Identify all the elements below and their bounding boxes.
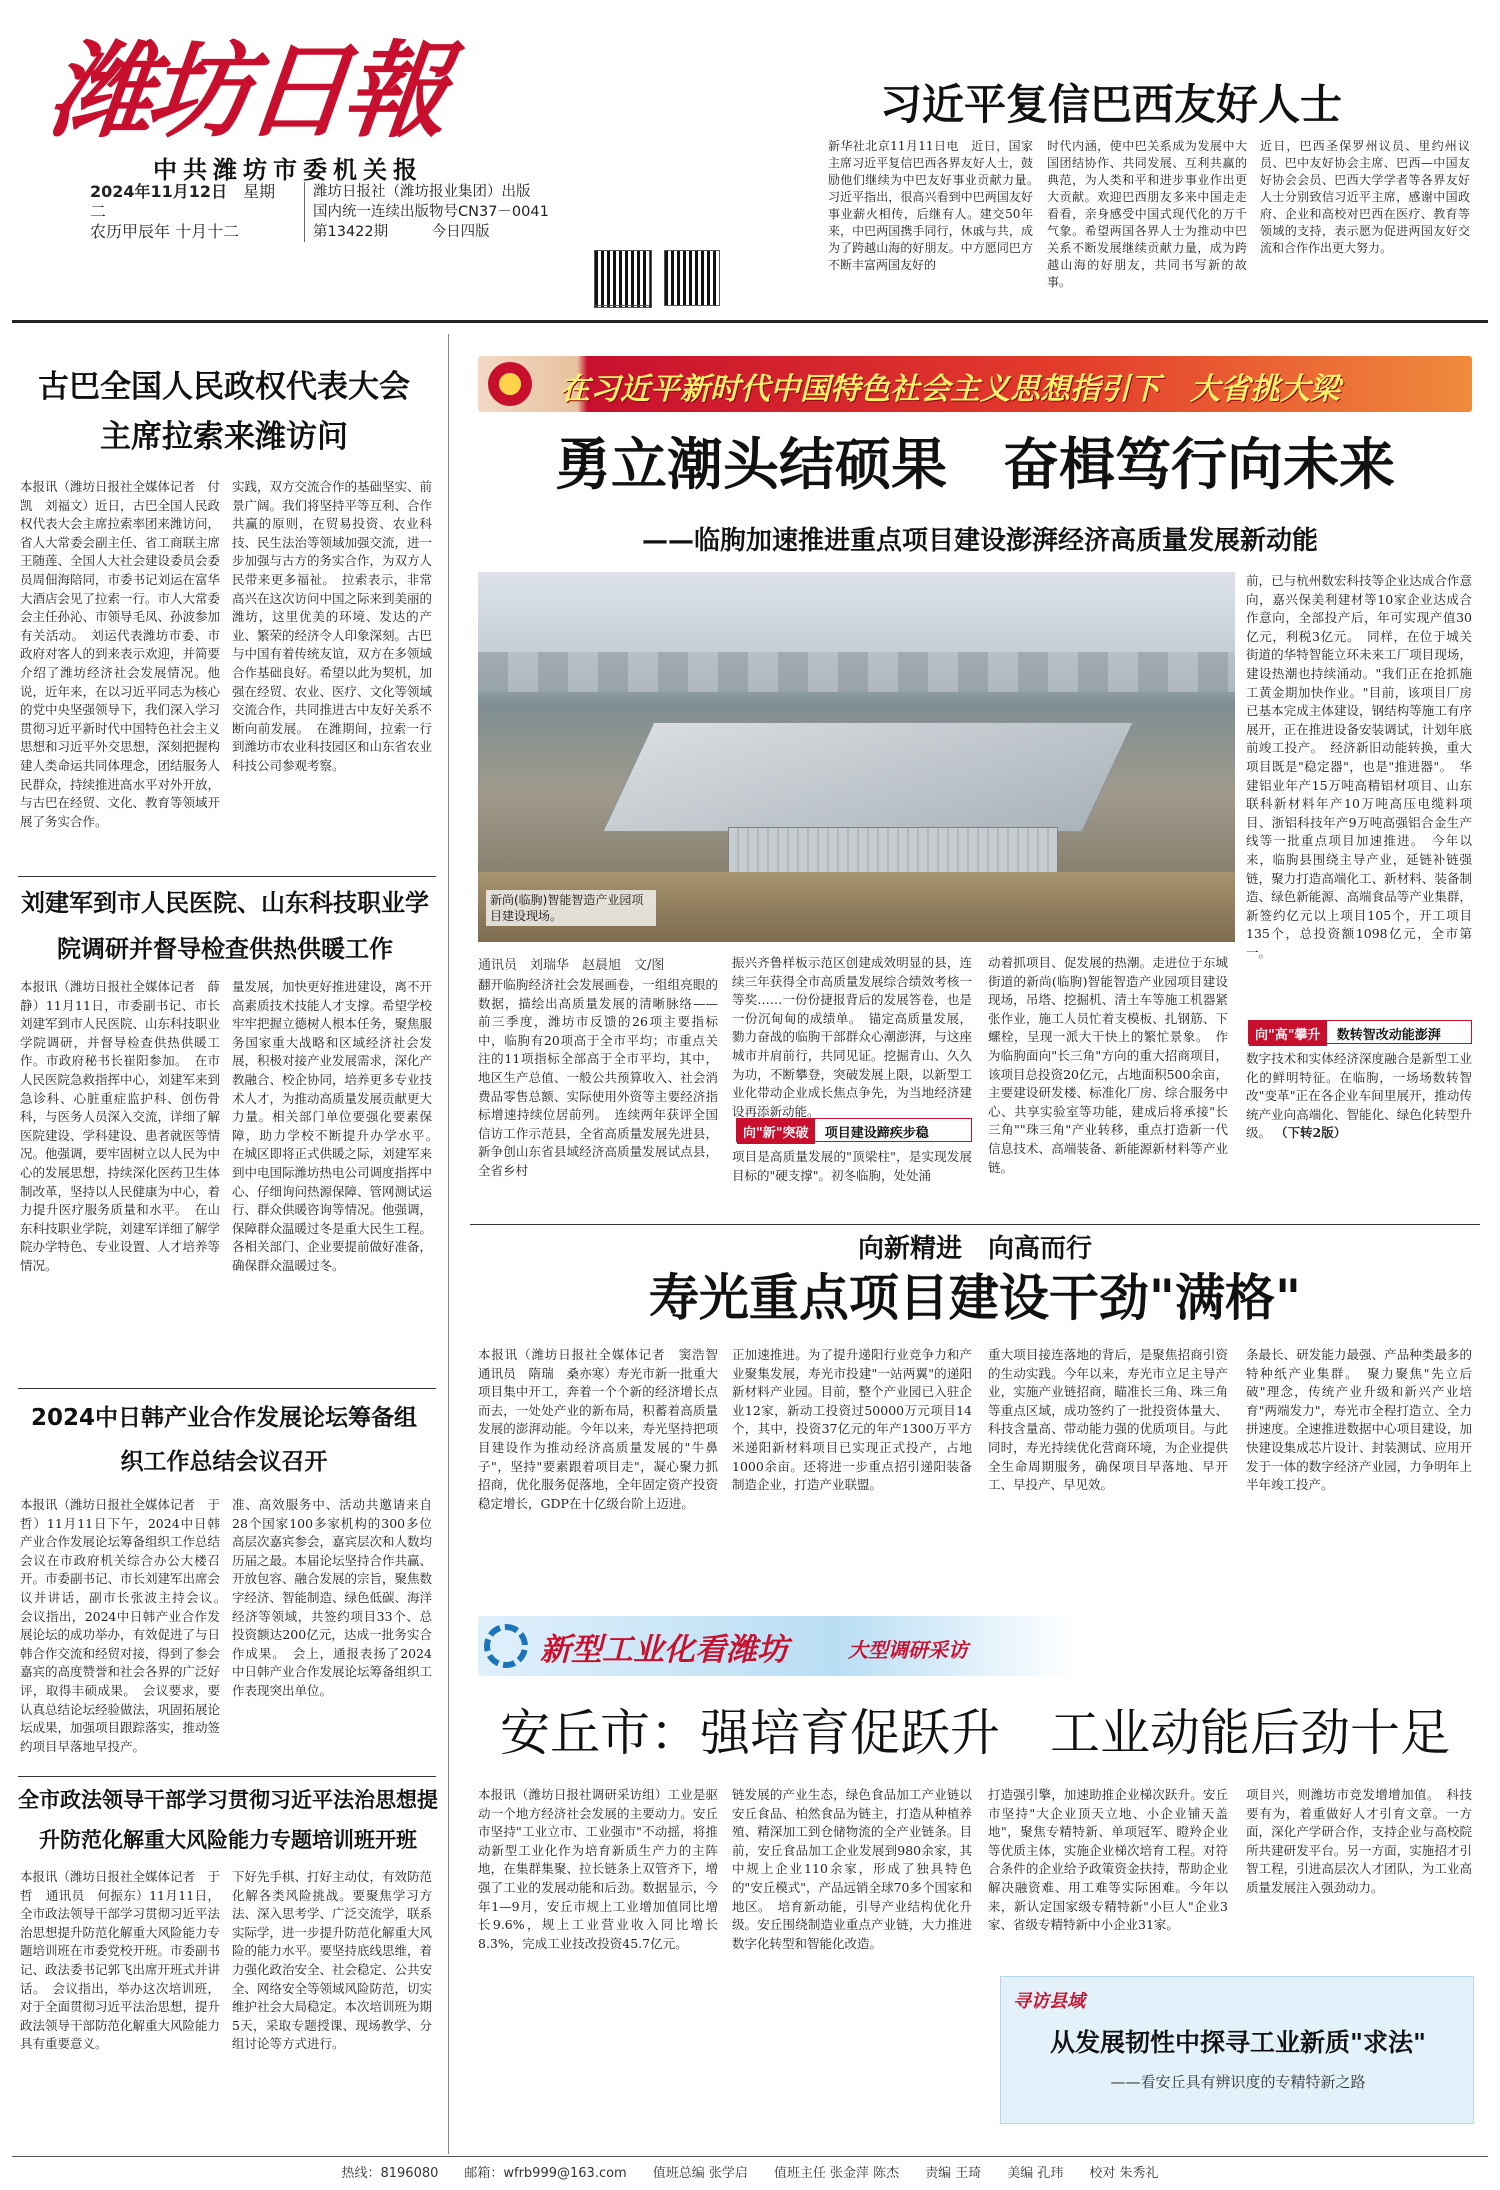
masthead-divider [12, 320, 1488, 323]
left4-body-b: 下好先手棋、打好主动仗，有效防范化解各类风险挑战。要聚焦学习方法、深入思考学、广泛交流学，联系实际学，进一步提升防范化解重大风险的能力水平。要坚持底线思维，着力强化政治安全、社会稳定、公共安全、网络安全等领域风险防范，切实维护社会大局稳定。本次培训班为期5天，采取专题授课、现场教学、分组讨论等方式进行。 [232, 1869, 433, 2052]
construction-photo[interactable] [478, 572, 1235, 940]
box-kicker: 寻访县域 [1013, 1991, 1085, 2012]
feature-headline[interactable]: 安丘市：强培育促跃升 工业动能后劲十足 [500, 1704, 1450, 1762]
left-divider-2 [18, 1388, 436, 1389]
main-body-col6: 数字技术和实体经济深度融合是新型工业化的鲜明特征。在临朐，一场场数转智改"变革"正在各企业车间里展开，推动传统产业向高端化、智能化、绿色化转型升级。 （下转2版） [1246, 1051, 1472, 1141]
weekday: 星期二 [90, 182, 276, 221]
mid-body-col1: 本报讯（潍坊日报社全媒体记者 窦浩智 通讯员 隋瑞 桑亦寒）寿光市新一批重大项目集中开工，奔着一个个新的经济增长点而去，一处处产业的新布局，积蓄着高质量发展的澎湃动能。今年以来，寿光坚持把项目建设作为推动经济高质量发展的"牛鼻子"，坚持"要素跟着项目走"，凝心聚力抓招商，优化服务促落地，全年固定资产投资稳定增长，GDP在十亿级台阶上迈进。 [478, 1347, 731, 1511]
left3-headline[interactable]: 2024中日韩产业合作发展论坛筹备组织工作总结会议召开 [30, 1405, 417, 1475]
photo-factory-roof [602, 722, 1133, 832]
left1-headline[interactable]: 古巴全国人民政权代表大会主席拉索来潍访问 [38, 369, 410, 455]
left-divider-1 [18, 876, 436, 877]
lead-headline[interactable]: 习近平复信巴西友好人士 [880, 80, 1343, 129]
main-body-col1: 翻开临朐经济社会发展画卷，一组组亮眼的数据，描绘出高质量发展的清晰脉络—— 前三季度，潍坊市反馈的26项主要指标中，临朐有20项高于全市平均；市重点关注的11项指标全部高于全市平均，其中，地区生产总值、一般公共预算收入、社会消费品零售总额、实际使用外资等主要经济指标增速持续位居前列。 连续两年获评全国信访工作示范县，全省高质量发展先进县，新争创山东省县域经济高质量发展试点县，全省乡村 [478, 977, 731, 1178]
main-byline: 通讯员 刘瑞华 赵晨旭 文/图 [478, 958, 665, 973]
box-title: 从发展韧性中探寻工业新质"求法" [1049, 2028, 1427, 2057]
masthead-logo [43, 29, 450, 152]
lunar-date: 农历甲辰年 十月十二 [90, 222, 240, 241]
feature-banner [478, 1616, 1078, 1676]
banner-emblem-icon [488, 362, 532, 406]
feature-body-col2: 链发展的产业生态，绿色食品加工产业链以安丘食品、柏然食品为链主，打造从种植养殖、精深加工到仓储物流的全产业链条。目前，安丘食品加工企业发展到980余家，其中规上企业110余家，形成了独具特色的"安丘模式"，产品远销全球70多个国家和地区。 培育新动能，引导产业结构优化升级。安丘围绕制造业重点产业链，大力推进数字化转型和智能化改造。 [732, 1787, 972, 1951]
section-tag-1 [736, 1118, 972, 1142]
photo-sky [478, 572, 1235, 652]
newspaper-name: 潍坊日報 [43, 29, 449, 152]
left4-body-a: 本报讯（潍坊日报社全媒体记者 于哲 通讯员 何振东）11月11日，全市政法领导干部学习贯彻习近平法治思想提升防范化解重大风险能力专题培训班在市委党校开班。市委副书记、政法委书记郭飞出席开班式并讲话。 会议指出，举办这次培训班，对于全面贯彻习近平法治思想，提升政法领导干部防范化解重大风险能力具有重要意义。 [20, 1869, 221, 2052]
main-body-col2: 振兴齐鲁样板示范区创建成效明显的县，连续三年获得全市高质量发展综合绩效考核一等奖……一份份捷报背后的发展答卷，也是一份沉甸甸的成绩单。 锚定高质量发展，勠力奋战的临朐干部群众心潮澎湃，与这座城市并肩前行，共同见证。挖掘青山、久久为功，不断攀登，突破发展上限，以新型工业化带动企业成长焦点争先，为当地经济建设再添新动能。 [732, 955, 972, 1119]
left-divider-3 [18, 1776, 436, 1777]
box-subtitle: ——看安丘具有辨识度的专精特新之路 [1110, 2073, 1366, 2091]
feature-box[interactable] [1000, 1976, 1474, 2124]
page-count: 今日四版 [431, 224, 490, 240]
left2-body-b: 量发展，加快更好推进建设，离不开高素质技术技能人才支撑。希望学校牢牢把握立德树人根本任务，聚焦服务国家重大战略和区域经济社会发展，积极对接产业发展需求，深化产教融合、校企协同，培养更多专业技术人才，为推动高质量发展贡献更大力量。相关部门单位要强化要素保障，助力学校不断提升办学水平。 在城区即将正式供暖之际，刘建军来到中电国际潍坊热电公司调度指挥中心、仔细询问热源保障、管网测试运行、群众供暖咨询等情况。他强调，保障群众温暖过冬是重大民生工程。各相关部门、企业要提前做好准备，确保群众温暖过冬。 [232, 979, 445, 1273]
cn-number: 国内统一连续出版物号CN37－0041 [313, 204, 549, 220]
gear-icon [484, 1624, 528, 1668]
qr-code-2[interactable] [664, 250, 720, 306]
photo-distant-buildings [478, 652, 1235, 692]
lead-column-2: 时代内涵，使中巴关系成为发展中大国团结协作、共同发展、互利共赢的典范，为人类和平和进步事业作出更大贡献。欢迎巴西朋友多来中国走走看看，亲身感受中国式现代化的万千气象。希望两国各界人士为推动中巴关系不断发展继续贡献力量，成为跨越山海的好朋友，共同书写新的故事。 [1047, 139, 1247, 289]
tag1-label: 向"新"突破 [737, 1119, 815, 1144]
tag2-label: 向"高"攀升 [1249, 1021, 1327, 1046]
mid-divider [470, 1224, 1480, 1225]
main-headline[interactable]: 勇立潮头结硕果 奋楫笃行向未来 [555, 432, 1395, 498]
qr-code-1[interactable] [594, 250, 650, 306]
issue-date: 2024年11月12日 [90, 182, 228, 201]
publisher: 潍坊日报社（潍坊报业集团）出版 [313, 184, 531, 200]
main-body-col4: 动着抓项目、促发展的热潮。走进位于东城街道的新尚(临朐)智能智造产业园项目建设现场，吊塔、挖掘机、清土车等施工机器紧张作业，施工人员忙着支模板、扎钢筋、下螺栓，呈现一派大干快上的繁忙景象。 作为临朐面向"长三角"方向的重大招商项目，该项目总投资20亿元，占地面积500余亩，主要建设研发楼、标准化厂房、综合服务中心、共享实验室等功能，建成后将承接"长三角""珠三角"产业转移，重点打造新一代信息技术、高端装备、新能源新材料等产业链。 [988, 955, 1228, 1175]
feature-banner-sub: 大型调研采访 [848, 1638, 968, 1662]
left2-headline[interactable]: 刘建军到市人民医院、山东科技职业学院调研并督导检查供热供暖工作 [21, 889, 429, 963]
feature-body-col1: 本报讯（潍坊日报社调研采访组）工业是驱动一个地方经济社会发展的主要动力。安丘市坚持"工业立市、工业强市"不动摇，将推动新型工业化作为培育新质生产力的主阵地，在集群集聚、拉长链条上双管齐下，增强了工业的发展动能和后劲。数据显示，今年1—9月，安丘市规上工业增加值同比增长9.6%，规上工业营业收入同比增长8.3%，完成工业技改投资45.7亿元。 [478, 1787, 718, 1951]
feature-banner-title: 新型工业化看潍坊 [540, 1632, 788, 1668]
column-rule [448, 334, 449, 2154]
footer-info: 热线：8196080 邮箱：wfrb999@163.com 值班总编 张学启 值班主任 张金萍 陈杰 责编 王琦 美编 孔玮 校对 朱秀礼 [341, 2166, 1159, 2181]
footer-rule [12, 2156, 1488, 2157]
lead-column-3: 近日，巴西圣保罗州议员、里约州议员、巴中友好协会主席、巴西—中国友好协会会员、巴西大学学者等各界友好人士分别致信习近平主席，感谢中国政府、企业和高校对巴西在医疗、教育等领域的支持，表示愿为促进两国友好交流和合作作出更大努力。 [1260, 139, 1470, 255]
banner-text: 在习近平新时代中国特色社会主义思想指引下 大省挑大梁 [560, 372, 1340, 407]
tag2-text: 数转智改动能澎湃 [1336, 1028, 1441, 1043]
photo-caption: 新尚(临朐)智能智造产业园项目建设现场。 [486, 890, 656, 926]
mid-body-col3: 重大项目接连落地的背后，是聚焦招商引资的生动实践。今年以来，寿光市立足主导产业，实施产业链招商，瞄准长三角、珠三角等重点区域，成功签约了一批投资体量大、科技含量高、带动能力强的优质项目。与此同时，寿光持续优化营商环境，为企业提供全生命周期服务，确保项目早落地、早开工、早投产、早见效。 [988, 1347, 1228, 1493]
feature-body-col3: 打造强引擎，加速助推企业梯次跃升。安丘市坚持"大企业顶天立地、小企业铺天盖地"，聚焦专精特新、单项冠军、瞪羚企业等优质主体，实施企业梯次培育工程。对符合条件的企业给予政策资金扶持，帮助企业解决融资难、用工难等实际困难。今年以来，新认定国家级专精特新"小巨人"企业3家、省级专精特新中小企业31家。 [988, 1787, 1228, 1933]
left2-body-a: 本报讯（潍坊日报社全媒体记者 薛静）11月11日，市委副书记、市长刘建军到市人民医院、山东科技职业学院调研，并督导检查供热供暖工作。市政府秘书长崔阳参加。 在市人民医院急救指挥中心，刘建军来到急诊科、心脏重症监护科、创伤骨科，与医务人员深入交流，详细了解医院建设、学科建设、患者就医等情况。他强调，要牢固树立以人民为中心的发展思想，持续深化医药卫生体制改革，坚持以人民健康为中心，着力提升医疗服务质量和水平。 在山东科技职业学院，刘建军详细了解学院办学特色、专业设置、人才培养等情况。 [20, 979, 221, 1273]
left4-headline[interactable]: 全市政法领导干部学习贯彻习近平法治思想提升防范化解重大风险能力专题培训班开班 [18, 1788, 438, 1852]
mid-body-col2: 正加速推进。为了提升递阳行业竞争力和产业聚集发展，寿光市投建"一站两翼"的递阳新材料产业园。目前，整个产业园已入驻企业12家，新动工投资过50000万元项目14个，其中，投资37亿元的年产1300万平方米递阳新材料项目已实现正式投产，占地1000余亩。还将进一步重点招引递阳装备制造企业，打造产业联盟。 [732, 1347, 972, 1493]
tag1-text: 项目建设蹄疾步稳 [824, 1126, 929, 1141]
section-tag-2 [1248, 1020, 1472, 1044]
newspaper-subtitle: 中共潍坊市委机关报 [153, 156, 423, 184]
date-block [90, 182, 290, 242]
theme-banner [478, 356, 1472, 412]
mid-body-col4: 条最长、研发能力最强、产品种类最多的特种纸产业集群。 聚力聚焦"先立后破"理念，传统产业升级和新兴产业培育"两端发力"，寿光市全程打造立、全力拼速度。全速推进数据中心项目建设，加快建设集成芯片设计、封装测试、应用开发于一体的数字经济产业园，力争明年上半年竣工投产。 [1246, 1347, 1472, 1493]
mid-headline[interactable]: 寿光重点项目建设干劲"满格" [648, 1269, 1302, 1327]
publication-info [304, 182, 594, 242]
left3-body-b: 准、高效服务中、活动共邀请来自28个国家100多家机构的300多位高层次嘉宾参会，嘉宾层次和人数均历届之最。本届论坛坚持合作共赢、开放包容、融合发展的宗旨，聚焦数字经济、智能制造、绿色低碳、海洋经济等领域，共签约项目33个、总投资额达200亿元，达成一批务实合作成果。 会上，通报表扬了2024中日韩产业合作发展论坛筹备组织工作表现突出单位。 [232, 1497, 433, 1698]
left1-body-a: 本报讯（潍坊日报社全媒体记者 付凯 刘福文）近日，古巴全国人民政权代表大会主席拉索率团来潍访问，省人大常委会副主任、省工商联主席王随莲、全国人大社会建设委员会委员周佃海陪同，市委书记刘运在富华大酒店会见了拉索一行。市人大常委会主任孙沁、市领导毛凤、孙波参加有关活动。 刘运代表潍坊市委、市政府对客人的到来表示欢迎，并简要介绍了潍坊经济社会发展情况。他说，近年来，在以习近平同志为核心的党中央坚强领导下，我们深入学习贯彻习近平新时代中国特色社会主义思想和习近平外交思想，深刻把握构建人类命运共同体理念，团结服务人民群众，持续推进高水平对外开放，与古巴在经贸、文化、教育等领域开展了务实合作。 [20, 479, 221, 829]
continued-note: （下转2版） [1275, 1125, 1347, 1141]
feature-body-col4: 项目兴，则潍坊市竞发增增加值。 科技要有为，着重做好人才引育文章。一方面，深化产学研合作，支持企业与高校院所共建研发平台。另一方面，实施招才引智工程，引进高层次人才团队，为工业高质量发展注入强劲动力。 [1246, 1787, 1472, 1895]
issue-number: 第13422期 [313, 224, 389, 240]
main-body-col3: 项目是高质量发展的"顶梁柱"，是实现发展目标的"硬支撑"。初冬临朐，处处涌 [732, 1149, 972, 1183]
left3-body-a: 本报讯（潍坊日报社全媒体记者 于哲）11月11日下午，2024中日韩产业合作发展论坛筹备组织工作总结会议在市政府机关综合办公大楼召开。市委副书记、市长刘建军出席会议并讲话，副市长张波主持会议。 会议指出，2024中日韩产业合作发展论坛的成功举办，有效促进了与日韩合作交流和经贸对接，得到了参会嘉宾的高度赞誉和社会各界的广泛好评，取得丰硕成果。 会议要求，要认真总结论坛经验做法，巩固拓展论坛成果，加强项目跟踪落实，推动签约项目早落地早投产。 [20, 1497, 233, 1754]
lead-column-1: 新华社北京11月11日电 近日，国家主席习近平复信巴西各界友好人士，鼓励他们继续为中巴友好事业贡献力量。 习近平指出，很高兴看到中巴两国友好事业薪火相传，后继有人。建交50年来，中巴两国携手同行，休戚与共，成为了跨越山海的好朋友。中方愿同巴方不断丰富两国友好的 [828, 139, 1046, 272]
main-subheadline: ——临朐加速推进重点项目建设澎湃经济高质量发展新动能 [641, 526, 1318, 556]
mid-kicker: 向新精进 向高而行 [857, 1234, 1092, 1264]
main-body-col5: 前，已与杭州数宏科技等企业达成合作意向，嘉兴保美利建材等10家企业达成合作意向，全部投产后，年可实现产值30亿元，利税3亿元。 同样，在位于城关街道的华特智能立环未来工厂项目现场，建设热潮也持续涌动。"我们正在抢抓施工黄金期加快作业。"目前，该项目厂房已基本完成主体建设，钢结构等施工有序展开，正在推进设备安装调试，计划年底前竣工投产。 经济新旧动能转换，重大项目既是"稳定器"，也是"推进器"。 华建铝业年产15万吨高精铝材项目、山东联科新材料年产10万吨高压电缆料项目、浙铝科技年产9万吨高强铝合金生产线等一批重点项目加速推进。 今年以来，临朐县围绕主导产业，延链补链强链，聚力打造高端化工、新材料、装备制造、绿色新能源、高端食品等产业集群，新签约亿元以上项目105个，开工项目135个，总投资额1098亿元，全市第一。 [1246, 573, 1472, 960]
left1-body-b: 实践，双方交流合作的基础坚实、前景广阔。我们将坚持平等互利、合作共赢的原则，在贸易投资、农业科技、民生法治等领域加强交流，进一步加强与古方的务实合作，为双方人民带来更多福祉。 拉索表示，非常高兴在这次访问中国之际来到美丽的潍坊，这里优美的环境、发达的产业、繁荣的经济令人印象深刻。古巴与中国有着传统友谊，双方在多领域合作基础良好。希望以此为契机，加强在经贸、农业、医疗、文化等领域交流合作，共同推进古中友好关系不断向前发展。 在潍期间，拉索一行到潍坊市农业科技园区和山东省农业科技公司参观考察。 [232, 479, 433, 773]
